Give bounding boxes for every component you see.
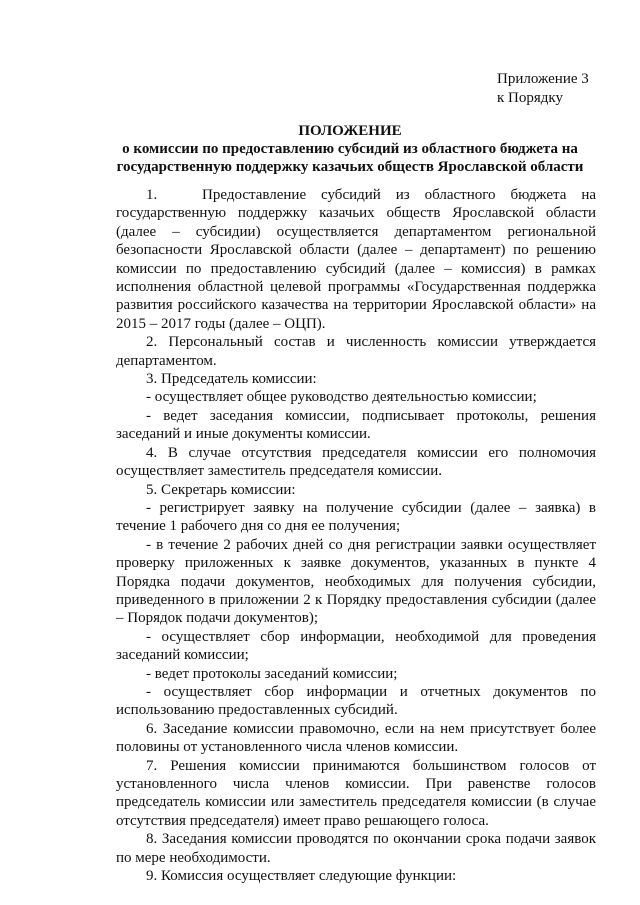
paragraph: - осуществляет сбор информации и отчетных документов по использованию предоставленных субсидий.: [116, 683, 596, 719]
document-body: [116, 186, 596, 885]
paragraph: - осуществляет общее руководство деятельностью комиссии;: [146, 389, 537, 406]
paragraph: - в течение 2 рабочих дней со дня регистрации заявки осуществляет проверку приложенных к заявке документов, указанных в пункте 4 Порядка подачи документов, необходимых для получения субсидии, приведенного в приложении 2 к Порядку предоставления субсидии (далее – Порядок подачи документов);: [116, 536, 596, 627]
appendix-line-2: к Порядку: [497, 90, 563, 106]
paragraph: - регистрирует заявку на получение субсидии (далее – заявка) в течение 1 рабочего дня со дня ее получения;: [116, 499, 596, 535]
title-line-2: государственную поддержку казачьих обществ Ярославской области: [116, 159, 584, 175]
paragraph: 9. Комиссия осуществляет следующие функции:: [146, 868, 457, 885]
paragraph: 5. Секретарь комиссии:: [146, 481, 296, 498]
paragraph: - ведет заседания комиссии, подписывает протоколы, решения заседаний и иные документы комиссии.: [116, 407, 596, 443]
paragraph: 7. Решения комиссии принимаются большинством голосов от установленного числа членов комиссии. При равенстве голосов председатель комиссии или заместитель председателя комиссии (в случае отсутствия председателя) имеет право решающего голоса.: [116, 757, 596, 829]
document-title: [100, 122, 600, 176]
appendix-reference: [497, 70, 589, 108]
paragraph: - осуществляет сбор информации, необходимой для проведения заседаний комиссии;: [116, 628, 596, 664]
paragraph: 1. Предоставление субсидий из областного бюджета на государственную поддержку казачьих обществ Ярославской области (далее – субсидии) осуществляется департаментом региональной безопасности Ярославской области (далее – департамент) по решению комиссии по предоставлению субсидий (далее – комиссия) в рамках исполнения областной целевой программы «Государственная поддержка развития российского казачества на территории Ярославской области» на 2015 – 2017 годы (далее – ОЦП).: [116, 187, 596, 332]
paragraph: 6. Заседание комиссии правомочно, если на нем присутствует более половины от установленного числа членов комиссии.: [116, 720, 596, 756]
paragraph: - ведет протоколы заседаний комиссии;: [146, 665, 398, 682]
title-heading: ПОЛОЖЕНИЕ: [298, 123, 402, 139]
paragraph: 8. Заседания комиссии проводятся по окончании срока подачи заявок по мере необходимости.: [116, 831, 596, 866]
paragraph: 4. В случае отсутствия председателя комиссии его полномочия осуществляет заместитель председателя комиссии.: [116, 444, 596, 480]
paragraph: 3. Председатель комиссии:: [146, 371, 317, 388]
paragraph: 2. Персональный состав и численность комиссии утверждается департаментом.: [116, 334, 596, 369]
title-line-1: о комиссии по предоставлению субсидий из областного бюджета на: [122, 141, 578, 157]
appendix-line-1: Приложение 3: [497, 71, 589, 87]
